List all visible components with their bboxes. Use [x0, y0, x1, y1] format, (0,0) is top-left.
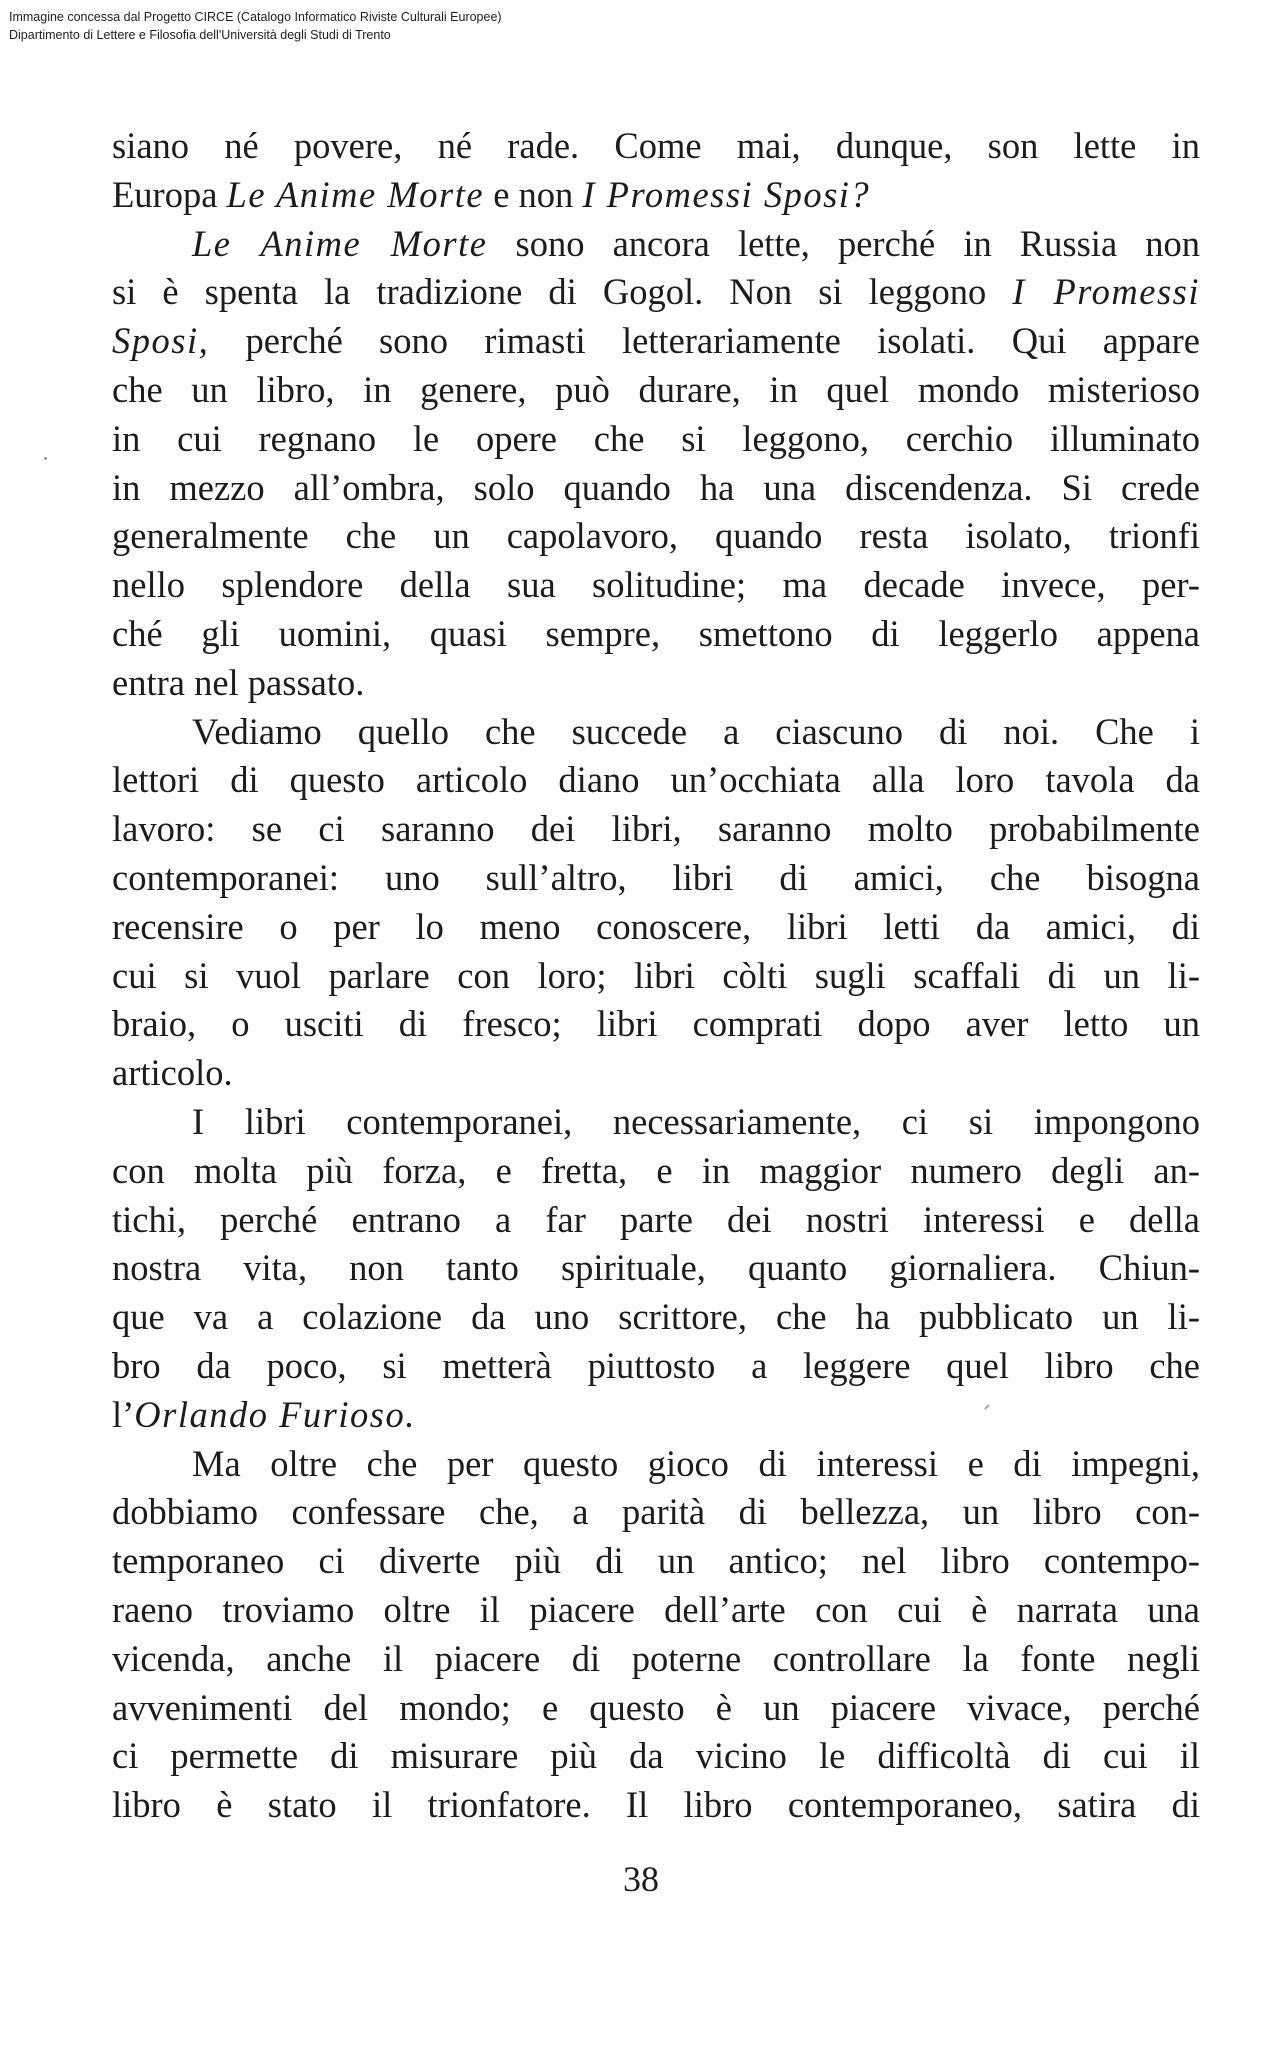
- text-line: con molta più forza, e fretta, e in maggior numero degli an-: [112, 1149, 1200, 1191]
- text-line: tichi, perché entrano a far parte dei nostri interessi e della: [112, 1198, 1200, 1240]
- text-line: nostra vita, non tanto spirituale, quanto giornaliera. Chiun-: [112, 1247, 1200, 1289]
- text-line: siano né povere, né rade. Come mai, dunque, son lette in: [112, 125, 1200, 166]
- text-line: braio, o usciti di fresco; libri comprati dopo aver letto un: [112, 1003, 1200, 1045]
- text-line: Ma oltre che per questo gioco di interessi e di impegni,: [192, 1442, 1200, 1484]
- book-title: I Promessi Sposi?: [582, 173, 871, 215]
- text-line: raeno troviamo oltre il piacere dell’arte con cui è narrata una: [112, 1588, 1200, 1630]
- text-line: libro è stato il trionfatore. Il libro contemporaneo, satira di: [112, 1784, 1200, 1826]
- book-title: Orlando Furioso.: [134, 1393, 416, 1435]
- credit-line-1: Immagine concessa dal Progetto CIRCE (Catalogo Informatico Riviste Culturali Europee): [9, 10, 502, 24]
- page-body: [112, 122, 1200, 1830]
- text-line: entra nel passato.: [112, 661, 365, 703]
- text-line: contemporanei: uno sull’altro, libri di amici, che bisogna: [112, 856, 1200, 898]
- text-line: in cui regnano le opere che si leggono, cerchio illuminato: [112, 417, 1200, 459]
- text-line: in mezzo all’ombra, solo quando ha una discendenza. Si crede: [112, 466, 1200, 508]
- text-line: articolo.: [112, 1052, 233, 1094]
- book-title: Le Anime Morte: [192, 222, 488, 264]
- text-line: Le Anime Morte sono ancora lette, perché in Russia non: [192, 222, 1200, 264]
- text-line: que va a colazione da uno scrittore, che ha pubblicato un li-: [112, 1296, 1200, 1338]
- text-line: che un libro, in genere, può durare, in quel mondo misterioso: [112, 368, 1200, 410]
- book-title: Le Anime Morte: [226, 173, 485, 215]
- text-line: ché gli uomini, quasi sempre, smettono di leggerlo appena: [112, 612, 1200, 654]
- text-line: recensire o per lo meno conoscere, libri letti da amici, di: [112, 905, 1200, 947]
- book-title: I Promessi: [1012, 271, 1200, 313]
- text-line: bro da poco, si metterà piuttosto a leggere quel libro che: [112, 1344, 1200, 1386]
- text-line: lettori di questo articolo diano un’occhiata alla loro tavola da: [112, 759, 1200, 801]
- archive-credit: [9, 8, 502, 44]
- book-title: Sposi,: [112, 320, 210, 362]
- margin-speck: [44, 457, 47, 460]
- text-line: dobbiamo confessare che, a parità di bellezza, un libro con-: [112, 1491, 1200, 1533]
- text-line: I libri contemporanei, necessariamente, ci si impongono: [192, 1100, 1200, 1142]
- text-line: avvenimenti del mondo; e questo è un piacere vivace, perché: [112, 1686, 1200, 1728]
- text-line: vicenda, anche il piacere di poterne controllare la fonte negli: [112, 1637, 1200, 1679]
- text-line: cui si vuol parlare con loro; libri còlti sugli scaffali di un li-: [112, 954, 1200, 996]
- text-line: Europa Le Anime Morte e non I Promessi Sposi?: [112, 173, 871, 215]
- text-line: lavoro: se ci saranno dei libri, saranno molto probabilmente: [112, 808, 1200, 850]
- text-line: si è spenta la tradizione di Gogol. Non si leggono I Promessi: [112, 271, 1200, 313]
- text-line: ci permette di misurare più da vicino le difficoltà di cui il: [112, 1735, 1200, 1777]
- text-line: generalmente che un capolavoro, quando resta isolato, trionfi: [112, 515, 1200, 557]
- text-line: temporaneo ci diverte più di un antico; nel libro contempo-: [112, 1540, 1200, 1582]
- text-line: l’Orlando Furioso.: [112, 1393, 416, 1435]
- text-line: nello splendore della sua solitudine; ma decade invece, per-: [112, 564, 1200, 606]
- text-line: Vediamo quello che succede a ciascuno di noi. Che i: [192, 710, 1200, 752]
- page-number: 38: [623, 1859, 659, 1899]
- text-line: Sposi, perché sono rimasti letterariamente isolati. Qui appare: [112, 320, 1200, 362]
- credit-line-2: Dipartimento di Lettere e Filosofia dell'Università degli Studi di Trento: [9, 28, 391, 42]
